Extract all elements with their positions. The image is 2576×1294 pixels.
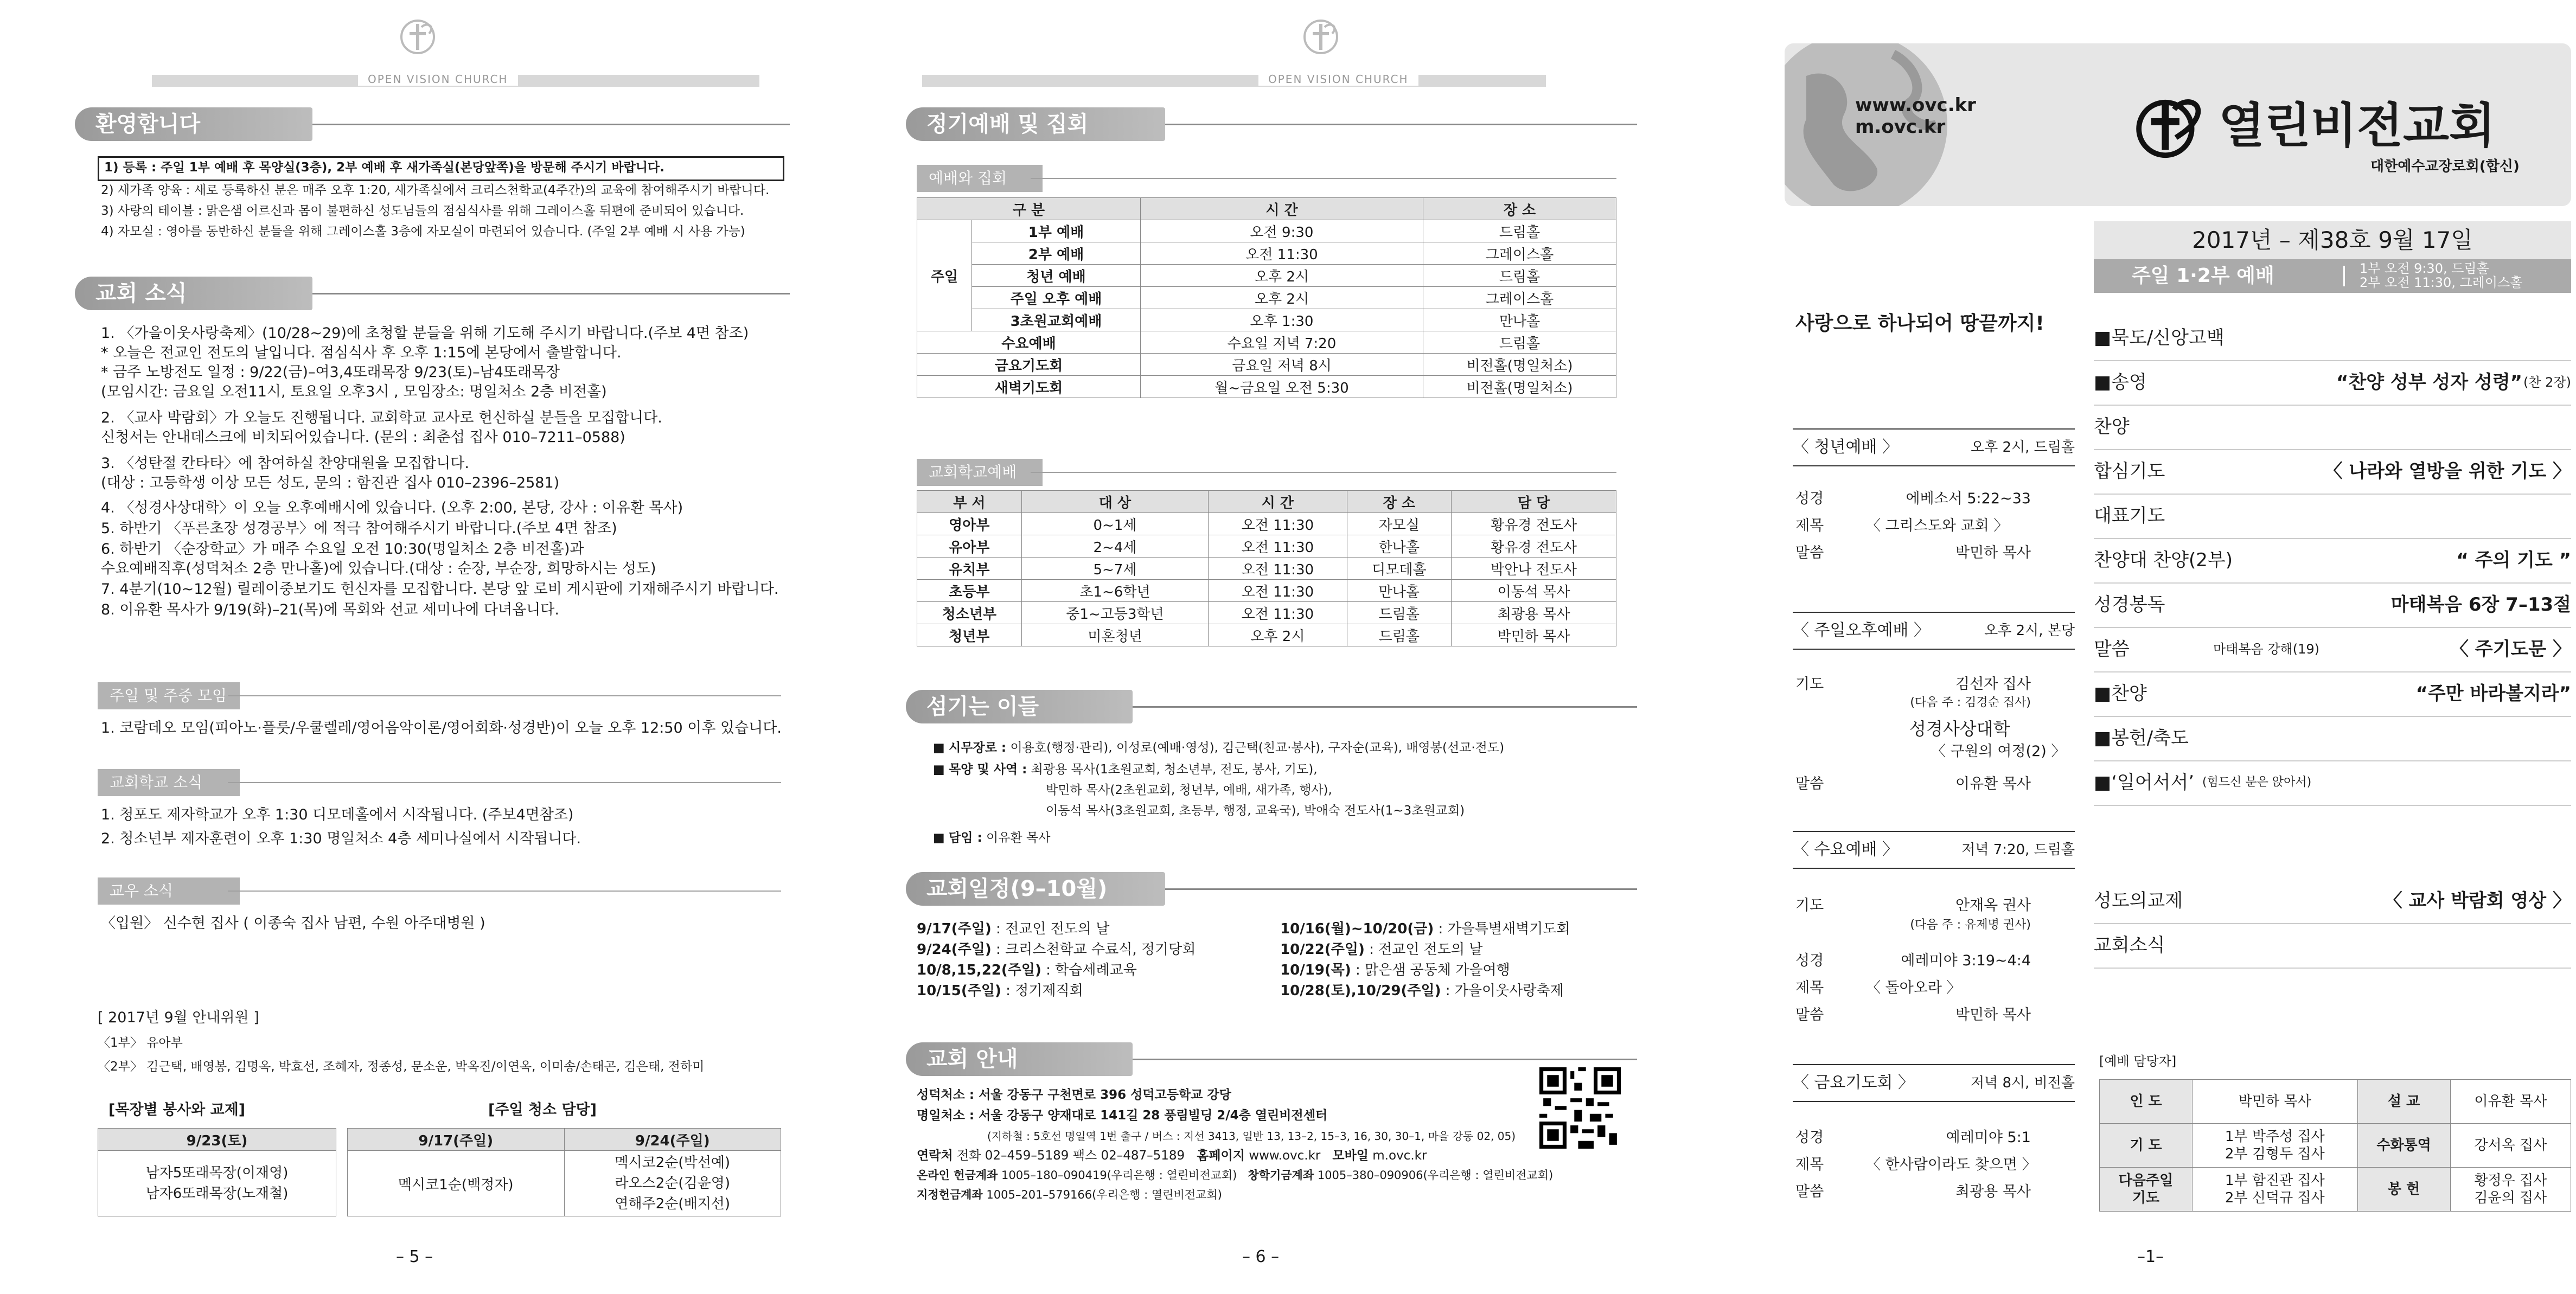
news-line: * 금주 노방전도 일정 : 9/22(금)–여3,4또래목장 9/23(토)–남4또래목장 (101, 364, 560, 381)
welcome-line-2: 2) 새가족 양육 : 새로 등록하신 분은 매주 오후 1:20, 새가족실에서 크리스천학교(4주간)의 교육에 참여해주시기 바랍니다. (101, 183, 770, 197)
service-banner (2094, 259, 2571, 293)
school-cell: 박민하 목사 (1452, 624, 1616, 646)
church-logo-icon (393, 16, 442, 60)
cleaning-header-1: 9/17(주일) (348, 1129, 565, 1151)
school-cell: 만나홀 (1347, 580, 1452, 602)
order-item (2094, 449, 2571, 495)
table-row (917, 331, 1616, 354)
info-label: 말씀 (1795, 1007, 1824, 1023)
order-item (2094, 760, 2571, 806)
worship-place: 비전홀(명일처소) (1423, 354, 1616, 376)
order-label: ■송영 (2094, 371, 2147, 393)
afternoon-pray-next: (다음 주 : 김경순 집사) (1910, 696, 2031, 709)
welcome-line-3: 3) 사랑의 테이블 : 맑은샘 어르신과 몸이 불편하신 성도님들의 점심식사를 위해 그레이스홀 뒤편에 준비되어 있습니다. (101, 204, 744, 218)
lunch-header: 9/23(토) (98, 1129, 336, 1151)
worship-name: 금요기도회 (917, 354, 1141, 376)
wednesday-pray: 안재옥 권사 (1955, 897, 2031, 914)
meetings-title: 주일 및 주중 모임 (98, 682, 240, 709)
table-row (917, 535, 1616, 558)
denomination: 대한예수교장로회(합신) (2370, 158, 2520, 175)
school-cell: 5~7세 (1021, 558, 1209, 580)
guide-contact: 연락처 전화 02–459–5189 팩스 02–487–5189 홈페이지 www.ovc.kr 모바일 m.ovc.kr (917, 1149, 1427, 1163)
school-news-line-1: 1. 청포도 제자학교가 오후 1:30 디모데홀에서 시작됩니다. (주보4면참조) (101, 806, 574, 823)
table-row (917, 602, 1616, 624)
info-value: 박민하 목사 (1955, 1007, 2031, 1023)
order-note: 마태복음 강해(19) (2213, 642, 2319, 657)
page-header (152, 16, 759, 86)
school-cell: 유치부 (917, 558, 1022, 580)
info-label: 제목 (1795, 517, 1824, 534)
table-row (917, 220, 1616, 242)
school-cell: 초1~6학년 (1021, 580, 1209, 602)
school-cell: 오전 11:30 (1209, 558, 1347, 580)
news-line: 2. 〈교사 박람회〉가 오늘도 진행됩니다. 교회학교 교사로 헌신하실 분들을 모집합니다. (101, 409, 662, 426)
info-label: 말씀 (1795, 544, 1824, 561)
worship-name: 수요예배 (917, 331, 1141, 354)
news-line: 8. 이유환 목사가 9/19(화)–21(목)에 목회와 선교 세미나에 다녀옵니다. (101, 601, 559, 618)
duty-cell: 강서옥 집사 (2450, 1124, 2571, 1168)
youth-head: 〈 청년예배 〉 오후 2시, 드림홀 (1793, 428, 2075, 466)
calendar-item: 10/28(토),10/29(주일) : 가을이웃사랑축제 (1280, 983, 1564, 999)
order-label: 합심기도 (2094, 460, 2165, 482)
school-cell: 2~4세 (1021, 535, 1209, 558)
school-cell: 황유경 전도사 (1452, 513, 1616, 535)
duty-cell: 기 도 (2100, 1124, 2193, 1168)
guide-line-1: 성덕처소 : 서울 강동구 구천면로 396 성덕고등학교 강당 (917, 1088, 1231, 1102)
church-name: 열린비전교회 (2219, 98, 2496, 153)
info-label: 성경 (1795, 952, 1824, 969)
calendar-item: 10/8,15,22(주일) : 학습세례교육 (917, 962, 1137, 978)
school-cell: 오전 11:30 (1209, 602, 1347, 624)
guide-designated: 지정헌금계좌 1005–201–579166(우리은행 : 열린비전교회) (917, 1188, 1222, 1201)
staff-pastor-2: 박민하 목사(2초원교회, 청년부, 예배, 새가족, 행사), (1046, 783, 1332, 797)
news-line: 1. 〈가을이웃사랑축제〉(10/28~29)에 초청할 분들을 위해 기도해 주시기 바랍니다.(주보 4면 참조) (101, 325, 749, 342)
church-english-name: OPEN VISION CHURCH (358, 73, 518, 86)
staff-pastor-1: ■ 목양 및 사역 : 최광용 목사(1초원교회, 청소년부, 전도, 봉사, 기도), (933, 763, 1318, 777)
school-cell: 중1~고등3학년 (1021, 602, 1209, 624)
news-line: 3. 〈성탄절 칸타타〉에 참여하실 찬양대원을 모집합니다. (101, 455, 469, 472)
table-row (2100, 1124, 2571, 1168)
cleaning-cell-1: 멕시코1순(백정자) (348, 1151, 565, 1216)
order-note: (힘드신 분은 앉아서) (2202, 776, 2312, 789)
order-item (2094, 316, 2571, 361)
table-row (917, 354, 1616, 376)
order-item (2094, 671, 2571, 717)
worship-sub-title: 예배와 집회 (917, 165, 1043, 192)
church-english-name: OPEN VISION CHURCH (1258, 73, 1418, 86)
school-cell: 오전 11:30 (1209, 580, 1347, 602)
page-number: – 5 – (396, 1247, 433, 1266)
order-value: “주만 바라볼지라” (2415, 683, 2571, 704)
worship-time: 금요일 저녁 8시 (1141, 354, 1423, 376)
table-row (917, 265, 1616, 287)
duty-cell: 1부 함진관 집사 2부 신덕규 집사 (2193, 1168, 2358, 1212)
page-header (922, 16, 1546, 86)
calendar-item: 10/15(주일) : 정기제직회 (917, 983, 1083, 999)
info-value: 에베소서 5:22~33 (1906, 490, 2031, 507)
order-label: 찬양 (2094, 416, 2130, 438)
worship-time: 오전 11:30 (1141, 242, 1423, 265)
worship-place: 드림홀 (1423, 331, 1616, 354)
table-row (2100, 1168, 2571, 1212)
guide-line-3: (지하철 : 5호선 명일역 1번 출구 / 버스 : 지선 3413, 일반 13, 13–2, 15–3, 16, 30, 30–1, 마을 강동 02, 05) (987, 1130, 1516, 1143)
table-row (917, 242, 1616, 265)
afternoon-pray-label: 기도 (1795, 676, 1824, 693)
news-line: 5. 하반기 〈푸른초장 성경공부〉에 적극 참여해주시기 바랍니다.(주보 4면 참조) (101, 520, 617, 537)
school-news-title: 교회학교 소식 (98, 769, 240, 796)
info-value: 예레미야 3:19~4:4 (1901, 952, 2031, 969)
order-item (2094, 538, 2571, 584)
page-number: –1– (2137, 1247, 2164, 1266)
cover-banner (1785, 43, 2571, 206)
worship-time: 오후 2시 (1141, 265, 1423, 287)
duty-cell: 이유환 목사 (2450, 1080, 2571, 1124)
friday-head: 〈 금요기도회 〉 저녁 8시, 비전홀 (1793, 1064, 2075, 1102)
news-line: 신청서는 안내데스크에 비치되어있습니다. (문의 : 최춘섭 집사 010–7211–0588) (101, 429, 625, 446)
cleaning-cell-2: 멕시코2순(박선예) 라오스2순(김윤영) 연해주2순(배지선) (564, 1151, 781, 1216)
worship-name: 2부 예배 (972, 242, 1141, 265)
order-label: 성경봉독 (2094, 594, 2165, 616)
school-col-header: 부 서 (917, 491, 1022, 513)
order-value: “ 주의 기도 ” (2456, 549, 2571, 571)
order-label: 대표기도 (2094, 505, 2165, 527)
school-cell: 오후 2시 (1209, 624, 1347, 646)
news-line: * 오늘은 전교인 전도의 날입니다. 점심식사 후 오후 1:15에 본당에서 출발합니다. (101, 344, 622, 361)
order-note: (찬 2장) (2523, 375, 2571, 390)
order-label: 교회소식 (2094, 934, 2165, 956)
school-col-header: 장 소 (1347, 491, 1452, 513)
order-label: 성도의교제 (2094, 890, 2183, 912)
service-time-2: 2부 오전 11:30, 그레이스홀 (2360, 275, 2523, 290)
school-col-header: 대 상 (1021, 491, 1209, 513)
service-time-1: 1부 오전 9:30, 드림홀 (2360, 261, 2489, 276)
worship-place: 그레이스홀 (1423, 242, 1616, 265)
issue-date: 2017년 – 제38호 9월 17일 (2094, 221, 2571, 259)
guides-line-2: 〈2부〉 김근택, 배영봉, 김명옥, 박효선, 조혜자, 정종성, 문소운, 박옥진/이연옥, 이미송/손태곤, 김은태, 전하미 (98, 1060, 705, 1074)
worship-time: 오후 1:30 (1141, 309, 1423, 331)
calendar-item: 9/24(주일) : 크리스천학교 수료식, 정기당회 (917, 941, 1196, 958)
school-cell: 황유경 전도사 (1452, 535, 1616, 558)
worship-col-header: 구 분 (917, 198, 1141, 220)
school-cell: 0~1세 (1021, 513, 1209, 535)
school-cell: 이동석 목사 (1452, 580, 1616, 602)
worship-col-header: 장 소 (1423, 198, 1616, 220)
afternoon-lecture-sub: 〈 구원의 여정(2) 〉 (1931, 743, 2066, 760)
staff-lead: ■ 담임 : 이유환 목사 (933, 831, 1051, 845)
school-cell: 드림홀 (1347, 624, 1452, 646)
info-value: 〈 돌아오라 〉 (1866, 979, 1961, 996)
cleaning-header-2: 9/24(주일) (564, 1129, 781, 1151)
service-title: 주일 1·2부 예배 (2132, 265, 2274, 287)
order-value: 마태복음 6장 7–13절 (2390, 594, 2571, 616)
guide-line-2: 명일처소 : 서울 강동구 양재대로 141길 28 풍림빌딩 2/4층 열린비전센터 (917, 1109, 1328, 1123)
guide-title: 교회 안내 (906, 1042, 1133, 1076)
school-col-header: 담 당 (1452, 491, 1616, 513)
school-sub-title: 교회학교예배 (917, 459, 1043, 486)
guides-line-1: 〈1부〉 유아부 (98, 1036, 183, 1050)
cleaning-table (347, 1128, 781, 1216)
worship-place: 드림홀 (1423, 265, 1616, 287)
table-row (2100, 1080, 2571, 1124)
table-row (917, 558, 1616, 580)
welcome-line-1: 1) 등록 : 주일 1부 예배 후 목양실(3층), 2부 예배 후 새가족실(본당앞쪽)을 방문해 주시기 바랍니다. (104, 161, 664, 175)
worship-name: 1부 예배 (972, 220, 1141, 242)
worship-group: 주일 (917, 220, 972, 331)
school-cell: 유아부 (917, 535, 1022, 558)
news-line: 수요예배직후(성덕처소 2층 만나홀)에 있습니다.(대상 : 순장, 부순장, 희망하시는 성도) (101, 560, 656, 577)
worship-place: 그레이스홀 (1423, 287, 1616, 309)
order-value: “찬양 성부 성자 성령” (2336, 371, 2522, 393)
order-label: ■찬양 (2094, 683, 2147, 704)
school-cell: 박안나 전도사 (1452, 558, 1616, 580)
church-logo-icon (2129, 90, 2210, 161)
worship-col-header: 시 간 (1141, 198, 1423, 220)
meetings-line: 1. 코람데오 모임(피아노·플룻/우쿨렐레/영어음악이론/영어회화·성경반)이 오늘 오후 12:50 이후 있습니다. (101, 720, 782, 736)
duty-cell: 박민하 목사 (2193, 1080, 2358, 1124)
calendar-item: 10/19(목) : 맑은샘 공동체 가을여행 (1280, 962, 1510, 978)
calendar-item: 10/22(주일) : 전교인 전도의 날 (1280, 941, 1483, 958)
guides-title: [ 2017년 9월 안내위원 ] (98, 1009, 259, 1026)
school-cell: 디모데홀 (1347, 558, 1452, 580)
school-cell: 최광용 목사 (1452, 602, 1616, 624)
info-value: 최광용 목사 (1955, 1183, 2031, 1200)
table-row (917, 376, 1616, 398)
member-news-title: 교우 소식 (98, 877, 240, 905)
news-line: (대상 : 고등학생 이상 모든 성도, 문의 : 함진관 집사 010–2396–2581) (101, 475, 560, 491)
page-number: – 6 – (1242, 1247, 1280, 1266)
order-item (2094, 923, 2571, 969)
school-cell: 영아부 (917, 513, 1022, 535)
info-value: 〈 한사람이라도 찾으면 〉 (1866, 1156, 2037, 1173)
order-item (2094, 716, 2571, 761)
news-line: 6. 하반기 〈순장학교〉가 매주 수요일 오전 10:30(명일처소 2층 비전홀)과 (101, 541, 584, 558)
page-6 (846, 0, 1714, 1294)
website-url[interactable]: www.ovc.kr (1855, 94, 1976, 116)
order-item (2094, 627, 2571, 672)
info-value: 박민하 목사 (1955, 544, 2031, 561)
afternoon-lecture: 성경사상대학 (1909, 719, 2010, 739)
school-news-line-2: 2. 청소년부 제자훈련이 오후 1:30 명일처소 4층 세미나실에서 시작됩니다. (101, 830, 581, 847)
lunch-title: [목장별 봉사와 교제] (108, 1101, 246, 1118)
school-cell: 미혼청년 (1021, 624, 1209, 646)
info-value: 〈 그리스도와 교회 〉 (1866, 517, 2009, 534)
worship-place: 만나홀 (1423, 309, 1616, 331)
school-cell: 초등부 (917, 580, 1022, 602)
worship-time: 월~금요일 오전 5:30 (1141, 376, 1423, 398)
member-news-line: 〈입원〉 신수현 집사 ( 이종숙 집사 남편, 수원 아주대병원 ) (101, 915, 485, 932)
welcome-title: 환영합니다 (75, 107, 312, 141)
news-line: 7. 4분기(10~12월) 릴레이중보기도 헌신자를 모집합니다. 본당 앞 로비 게시판에 기재해주시기 바랍니다. (101, 581, 779, 598)
guide-accounts: 온라인 헌금계좌 1005–180–090419(우리은행 : 열린비전교회) 창학기금계좌 1005–380–090906(우리은행 : 열린비전교회) (917, 1169, 1554, 1182)
order-item (2094, 582, 2571, 628)
worship-name: 새벽기도회 (917, 376, 1141, 398)
order-item (2094, 494, 2571, 539)
worship-place: 비전홀(명일처소) (1423, 376, 1616, 398)
school-cell: 오전 11:30 (1209, 513, 1347, 535)
order-item (2094, 405, 2571, 450)
order-item (2094, 360, 2571, 406)
staff-senior: ■ 시무장로 : 이용호(행정·관리), 이성로(예배·영성), 김근택(친교·봉사), 구자순(교육), 배영봉(선교·전도) (933, 741, 1505, 755)
worship-table (917, 197, 1616, 398)
table-row (917, 513, 1616, 535)
afternoon-word-label: 말씀 (1795, 776, 1824, 792)
duty-cell: 봉 헌 (2357, 1168, 2450, 1212)
duty-title: [예배 담당자] (2099, 1054, 2177, 1069)
table-row (917, 287, 1616, 309)
calendar-item: 10/16(월)~10/20(금) : 가을특별새벽기도회 (1280, 921, 1570, 937)
info-label: 말씀 (1795, 1183, 1824, 1200)
worship-place: 드림홀 (1423, 220, 1616, 242)
info-label: 성경 (1795, 490, 1824, 507)
duty-cell: 수화통역 (2357, 1124, 2450, 1168)
duty-table (2099, 1079, 2571, 1212)
cleaning-title: [주일 청소 담당] (488, 1101, 597, 1118)
school-cell: 드림홀 (1347, 602, 1452, 624)
school-table (917, 490, 1616, 646)
order-label: 말씀 (2094, 638, 2130, 660)
order-value: 〈 주기도문 〉 (2450, 638, 2571, 660)
order-label: ■‘일어서서’ (2094, 772, 2195, 793)
school-cell: 오전 11:30 (1209, 535, 1347, 558)
mobile-url[interactable]: m.ovc.kr (1855, 116, 1946, 138)
welcome-line-4: 4) 자모실 : 영아를 동반하신 분들을 위해 그레이스홀 3층에 자모실이 마련되어 있습니다. (주일 2부 예배 시 사용 가능) (101, 225, 745, 239)
worship-name: 청년 예배 (972, 265, 1141, 287)
table-row (917, 309, 1616, 331)
duty-cell: 다음주일 기도 (2100, 1168, 2193, 1212)
order-label: ■묵도/신앙고백 (2094, 327, 2225, 349)
worship-time: 오후 2시 (1141, 287, 1423, 309)
order-value: 〈 나라와 열방을 위한 기도 〉 (2324, 460, 2571, 482)
wednesday-pray-label: 기도 (1795, 897, 1824, 914)
info-label: 성경 (1795, 1129, 1824, 1146)
afternoon-word: 이유환 목사 (1955, 776, 2031, 792)
info-label: 제목 (1795, 979, 1824, 996)
wednesday-head: 〈 수요예배 〉 저녁 7:20, 드림홀 (1793, 831, 2075, 869)
school-col-header: 시 간 (1209, 491, 1347, 513)
qr-code-icon[interactable] (1539, 1067, 1621, 1149)
calendar-title: 교회일정(9–10월) (906, 872, 1165, 906)
staff-pastor-3: 이동석 목사(3초원교회, 초등부, 행정, 교육국), 박애숙 전도사(1~3초원교회) (1046, 804, 1465, 818)
worship-time: 오전 9:30 (1141, 220, 1423, 242)
worship-name: 3초원교회예배 (972, 309, 1141, 331)
calendar-item: 9/17(주일) : 전교인 전도의 날 (917, 921, 1110, 937)
info-label: 제목 (1795, 1156, 1824, 1173)
duty-cell: 인 도 (2100, 1080, 2193, 1124)
worship-title: 정기예배 및 집회 (906, 107, 1165, 141)
news-line: 4. 〈성경사상대학〉이 오늘 오후예배시에 있습니다. (오후 2:00, 본당, 강사 : 이유환 목사) (101, 499, 683, 516)
school-cell: 청소년부 (917, 602, 1022, 624)
duty-cell: 황정우 집사 김윤의 집사 (2450, 1168, 2571, 1212)
table-row (917, 624, 1616, 646)
school-cell: 한나홀 (1347, 535, 1452, 558)
lunch-cell: 남자5또래목장(이재영) 남자6또래목장(노재철) (98, 1151, 336, 1216)
order-item (2094, 879, 2571, 924)
info-value: 예레미야 5:1 (1946, 1129, 2031, 1146)
school-cell: 자모실 (1347, 513, 1452, 535)
news-title: 교회 소식 (75, 277, 312, 310)
order-value: 〈 교사 박람회 영상 〉 (2383, 890, 2571, 912)
wednesday-pray-next: (다음 주 : 유제명 권사) (1910, 918, 2031, 932)
lunch-table (98, 1128, 336, 1216)
afternoon-head: 〈 주일오후예배 〉 오후 2시, 본당 (1793, 612, 2075, 650)
page-1 (1714, 0, 2576, 1294)
afternoon-pray: 김선자 집사 (1955, 676, 2031, 693)
staff-title: 섬기는 이들 (906, 690, 1133, 723)
church-logo-icon (1296, 16, 1345, 60)
order-label: ■봉헌/축도 (2094, 727, 2189, 749)
worship-time: 수요일 저녁 7:20 (1141, 331, 1423, 354)
school-cell: 청년부 (917, 624, 1022, 646)
duty-cell: 1부 박주성 집사 2부 김형두 집사 (2193, 1124, 2358, 1168)
church-motto: 사랑으로 하나되어 땅끝까지! (1795, 312, 2044, 335)
duty-cell: 설 교 (2357, 1080, 2450, 1124)
page-5 (0, 0, 846, 1294)
table-row (917, 580, 1616, 602)
news-line: (모임시간: 금요일 오전11시, 토요일 오후3시 , 모임장소: 명일처소 2층 비전홀) (101, 383, 607, 400)
order-label: 찬양대 찬양(2부) (2094, 549, 2233, 571)
worship-name: 주일 오후 예배 (972, 287, 1141, 309)
